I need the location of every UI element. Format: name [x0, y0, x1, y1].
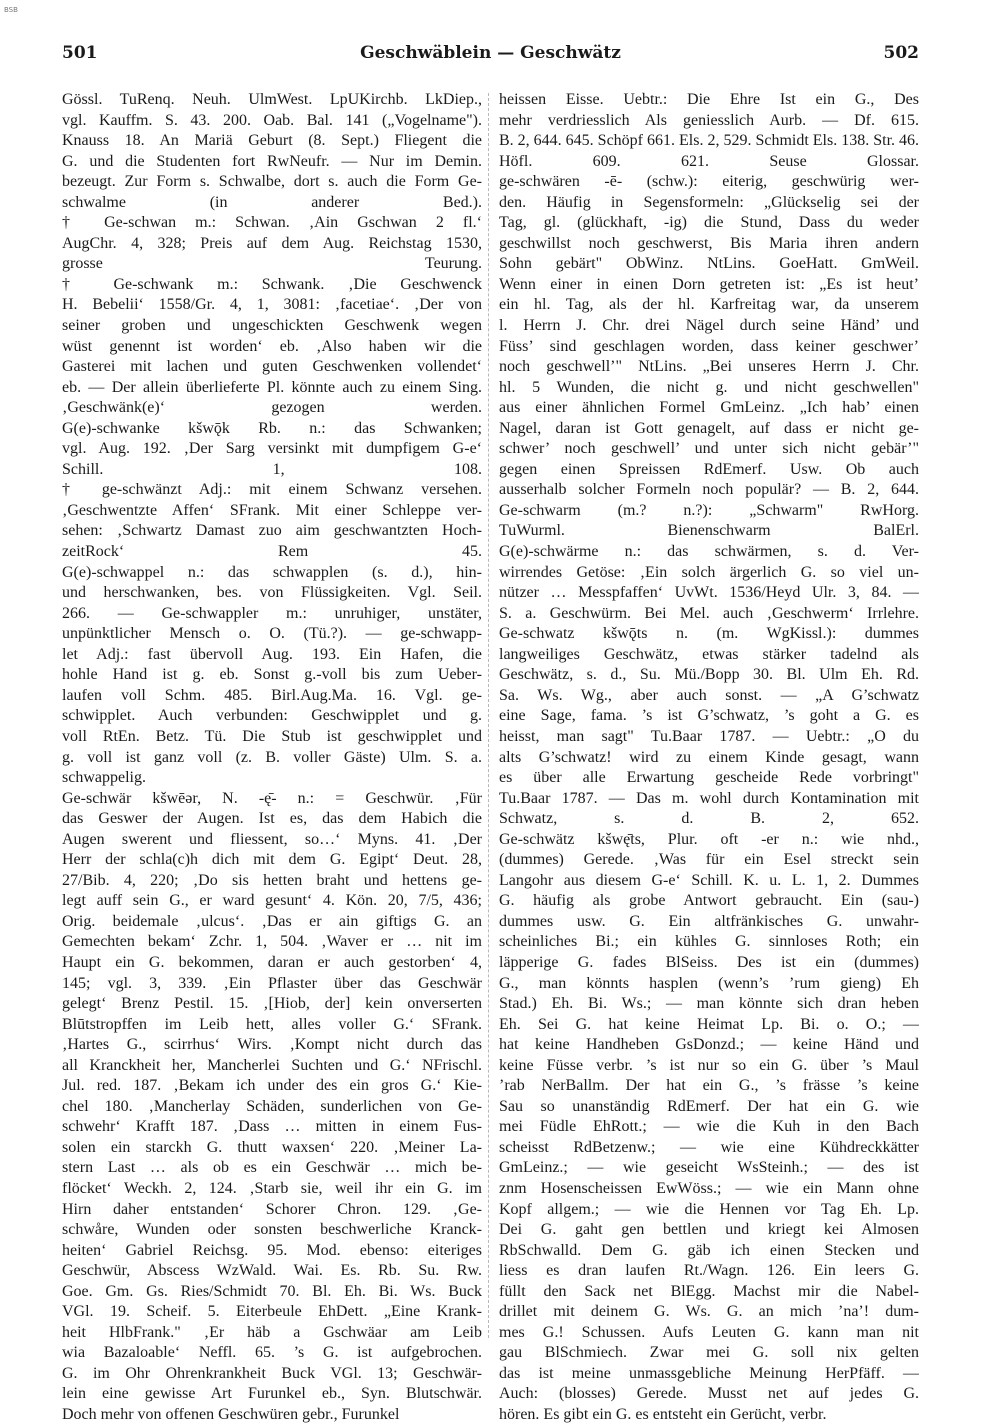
text-line: l. Herrn J. Chr. drei Nägel durch seine Händ’ und	[499, 317, 919, 335]
text-line: schwipplet. Auch verbunden: Geschwipplet und g.	[62, 707, 482, 725]
text-line: G. und die Studenten fort RwNeufr. — Nur im Demin.	[62, 152, 482, 170]
text-line: alts G’schwatz! wird zu einem Kinde gesagt, wann	[499, 748, 919, 766]
text-line: Dei G. gaht gen bettlen und kriegt kei Almosen	[499, 1221, 919, 1239]
text-line: AugChr. 4, 328; Preis auf dem Aug. Reichstag 1530,	[62, 234, 482, 252]
text-line: H. Bebelii‘ 1558/Gr. 4, 1, 3081: ‚facetiae‘. ‚Der von	[62, 296, 482, 314]
text-line: Füss’ sind geschlagen worden, dass keiner geschwer’	[499, 337, 919, 355]
text-line: Auch: (blosses) Gerede. Musst net auf jedes G.	[499, 1385, 919, 1403]
text-line: liess es dran laufen Rt./Wagn. 126. Ein leers G.	[499, 1262, 919, 1280]
text-line: eine Sage, fama. ’s ist G’schwatz, ’s goht a G. es	[499, 707, 919, 725]
text-line: vgl. Kauffm. S. 43. 200. Oab. Bal. 141 („Vogelname").	[62, 111, 482, 129]
text-line: scheinliches Bi.; ein kühles G. sinnloses Roth; ein	[499, 933, 919, 951]
right-column	[499, 90, 919, 1426]
text-line: eb. — Der allein überlieferte Pl. könnte auch zu einem Sing.	[62, 378, 482, 396]
text-line: sehen: ‚Schwartz Damast zuo aim geschwantzten Hoch-	[62, 522, 482, 540]
text-line: Langohr aus diesem G-e‘ Schill. K. u. L. 1, 2. Dummes	[499, 871, 919, 889]
text-line: zeitRock‘ Rem 45.	[62, 543, 482, 561]
text-line: G(e)-schwanke kšwǭk Rb. n.: das Schwanken;	[62, 419, 482, 437]
text-line: Schwatz, s. d. B. 2, 652.	[499, 810, 919, 828]
text-line: und herschwanken, bes. von Flüssigkeiten. Vgl. Seil.	[62, 584, 482, 602]
text-line: hl. 5 Wunden, die nicht g. und nicht geschwellen"	[499, 378, 919, 396]
text-line: vgl. Aug. 192. ‚Der Sarg versinkt mit dumpfigem G-e‘	[62, 440, 482, 458]
text-line: (dummes) Gerede. ‚Was für ein Esel streckt sein	[499, 851, 919, 869]
text-line: wia Bazaloable‘ Neffl. 65. ’s G. ist aufgebrochen.	[62, 1344, 482, 1362]
text-line: Stad.) Eh. Bi. Ws.; — man könnte sich dran heben	[499, 995, 919, 1013]
text-line: solen ein starckh G. thutt waxsen‘ 220. ‚Meiner La-	[62, 1138, 482, 1156]
text-line: schwalme (in anderer Bed.).	[62, 193, 482, 211]
text-line: g. voll ist ganz voll (z. B. voller Gäste) Ulm. S. a.	[62, 748, 482, 766]
text-line: lein eine gewisse Art Furunkel eb., Syn. Blutschwär.	[62, 1385, 482, 1403]
text-line: heissen Eisse. Uebtr.: Die Ehre Ist ein G., Des	[499, 91, 919, 108]
text-line: Sau so unanständig RdEmerf. Der hat ein G. wie	[499, 1097, 919, 1115]
page-number-right: 502	[883, 43, 919, 63]
text-line: gegen einen Spreissen RdEmerf. Usw. Ob auch	[499, 460, 919, 478]
text-line: geschwillst noch geschwerst, Bis Maria ihren andern	[499, 234, 919, 252]
text-line: voll RtEn. Betz. Tü. Die Stub ist geschwipplet und	[62, 727, 482, 745]
text-line: flöcket‘ Weckh. 2, 124. ‚Starb sie, weil ihr ein G. im	[62, 1179, 482, 1197]
library-stamp: BSB	[4, 6, 18, 14]
text-line: heiten‘ Gabriel Reichsg. 95. Mod. ebenso: eiteriges	[62, 1241, 482, 1259]
text-line: Tag, gl. (glückhaft, -ig) die Stund, Dass du weder	[499, 214, 919, 232]
text-line: den. Häufig in Segensformeln: „Glückselig sei der	[499, 193, 919, 211]
text-line: wüst genennt ist worden‘ eb. ‚Also haben wir die	[62, 337, 482, 355]
text-line: ‚Geschwänk(e)‘ gezogen werden.	[62, 399, 482, 417]
text-line: Ge-schwarm (m.? n.?): „Schwarm" RwHorg.	[499, 501, 919, 519]
text-line: G. im Ohr Ohrenkrankheit Buck VGl. 13; Geschwär-	[62, 1364, 482, 1382]
text-line: † Ge-schwank m.: Schwank. ‚Die Geschwenck	[62, 275, 482, 293]
text-line: VGl. 19. Scheif. 5. Eiterbeule EhDett. „Eine Krank-	[62, 1303, 482, 1321]
text-line: wirrendes Getöse: ‚Ein solch ärgerlich G. so viel un-	[499, 563, 919, 581]
text-line: unpünktlicher Mensch o. O. (Tü.?). — ge-schwapp-	[62, 625, 482, 643]
page-number-left: 501	[62, 43, 98, 63]
text-line: † Ge-schwan m.: Schwan. ‚Ain Gschwan 2 fl.‘	[62, 214, 482, 232]
text-line: schwer’ noch geschwell’ und unter sich nicht gebär’"	[499, 440, 919, 458]
text-line: Nagel, daran ist Gott genagelt, auf dass er nicht ge-	[499, 419, 919, 437]
text-line: legt auff sein G., er ward gesunt‘ 4. Kön. 20, 7/5, 436;	[62, 892, 482, 910]
text-line: hohle Hand ist g. eb. Sonst g.-voll bis zum Ueber-	[62, 666, 482, 684]
text-line: chel 180. ‚Mancherlay Schäden, sunderlichen von Ge-	[62, 1097, 482, 1115]
running-head: Geschwäblein — Geschwätz	[360, 43, 621, 63]
text-line: ausserhalb solcher Formeln noch populär? — B. 2, 644.	[499, 481, 919, 499]
text-line: mei Füdle EhRott.; — wie die Kuh in den Bach	[499, 1118, 919, 1136]
text-line: gau BlSchmiech. Zwar mei G. soll nix gelten	[499, 1344, 919, 1362]
text-line: Doch mehr von offenen Geschwüren gebr., Furunkel	[62, 1406, 400, 1423]
text-line: heit HlbFrank." ‚Er häb a Gschwäar am Leib	[62, 1323, 482, 1341]
text-line: ‚Geschwentzte Affen‘ SFrank. Mit einer Schleppe ver-	[62, 501, 482, 519]
text-line: let Adj.: fast übervoll Aug. 193. Ein Hafen, die	[62, 645, 482, 663]
column-divider	[488, 93, 489, 1338]
text-line: noch geschwell’" NtLins. „Bei unseres Herrn J. Chr.	[499, 358, 919, 376]
text-line: Ge-schwätz kšwę̄ts, Plur. oft -er n.: wie nhd.,	[499, 830, 919, 848]
text-line: dummes usw. G. Ein altfränkisches G. unwahr-	[499, 912, 919, 930]
text-line: all Kranckheit her, Mancherlei Suchten und G.‘ NFrischl.	[62, 1056, 482, 1074]
text-line: Wenn einer in einen Dorn getreten ist: „Es ist heut’	[499, 275, 919, 293]
text-line: Sa. Ws. Wg., aber auch sonst. — „A G’schwatz	[499, 686, 919, 704]
text-line: schwehr‘ Krafft 187. ‚Dass … mitten in einem Fus-	[62, 1118, 482, 1136]
text-line: stern Last … als ob es ein Geschwär … mich be-	[62, 1159, 482, 1177]
text-line: G., man könnts hasplen (wenn’s ’rum gieng) Eh	[499, 974, 919, 992]
text-line: Geschwür, Abscess WzWald. Wai. Es. Rb. Su. Rw.	[62, 1262, 482, 1280]
page-header	[62, 43, 919, 71]
text-line: GmLeinz.; — wie geseicht WsSteinh.; — des ist	[499, 1159, 919, 1177]
text-line: heisst, man sagt" Tu.Baar 1787. — Uebtr.: „O du	[499, 727, 919, 745]
text-line: Goe. Gm. Gs. Ries/Schmidt 70. Bl. Eh. Bi. Ws. Buck	[62, 1282, 482, 1300]
text-line: Gemechten bekam‘ Zchr. 1, 504. ‚Waver er … nit im	[62, 933, 482, 951]
text-line: Augen swerent und fliessent, so…‘ Myns. 41. ‚Der	[62, 830, 482, 848]
text-line: B. 2, 644. 645. Schöpf 661. Els. 2, 529. Schmidt Els. 138. Str. 46.	[499, 132, 919, 150]
text-line: das Geswer der Augen. Ist es, das dem Habich die	[62, 810, 482, 828]
text-line: † ge-schwänzt Adj.: mit einem Schwanz versehen.	[62, 481, 482, 499]
text-line: Geschwätz, s. d., Su. Mü./Bopp 30. Bl. Ulm Eh. Rd.	[499, 666, 919, 684]
text-line: ’rab NerBallm. Der hat ein G., ’s frässe ’s keine	[499, 1077, 919, 1095]
text-line: grosse Teurung.	[62, 255, 482, 273]
text-line: füllt den Sack net BlEgg. Machst mir die Nabel-	[499, 1282, 919, 1300]
text-line: aus einer ähnlichen Formel GmLeinz. „Ich hab’ einen	[499, 399, 919, 417]
text-line: es über alle Erwartung gescheide Rede vorbringt"	[499, 769, 919, 787]
text-line: drillet mit deinem G. Ws. G. an mich ’na’! dum-	[499, 1303, 919, 1321]
text-line: bezeugt. Zur Form s. Schwalbe, dort s. auch die Form Ge-	[62, 173, 482, 191]
text-line: scheisst RdBetzenw.; — wie eine Kühdreckkätter	[499, 1138, 919, 1156]
text-line: Kopf allgem.; — wie die Hennen vor Tag Eh. Lp.	[499, 1200, 919, 1218]
text-line: nützer … Messpfaffen‘ UvWt. 1536/Heyd Ulr. 3, 84. —	[499, 584, 919, 602]
text-line: langweiliges Geschwätz, etwas stärker tadelnd als	[499, 645, 919, 663]
text-line: hören. Es gibt ein G. es entsteht ein Gerücht, verbr.	[499, 1406, 827, 1423]
text-line: RbSchwalld. Dem G. gäb ich einen Stecken und	[499, 1241, 919, 1259]
text-line: seiner groben und ungeschickten Geschwenk wegen	[62, 317, 482, 335]
left-column	[62, 90, 482, 1426]
text-line: ein hl. Tag, als der hl. Karfreitag war, da unserem	[499, 296, 919, 314]
text-line: TuWurml. Bienenschwarm BalErl.	[499, 522, 919, 540]
text-line: schwappelig.	[62, 769, 146, 787]
text-line: schwåre, Wunden oder sonsten beschwerliche Kranck-	[62, 1221, 482, 1239]
text-line: 27/Bib. 4, 220; ‚Do sis hetten braht und hettens ge-	[62, 871, 482, 889]
text-line: gelegt‘ Brenz Pestil. 15. ‚[Hiob, der] kein onverserten	[62, 995, 482, 1013]
text-line: Sohn gebärt" ObWinz. NtLins. GoeHatt. GmWeil.	[499, 255, 919, 273]
text-line: Höfl. 609. 621. Seuse Glossar.	[499, 152, 919, 170]
text-line: ‚Hartes G., scirrhus‘ Wirs. ‚Kompt nicht durch das	[62, 1036, 482, 1054]
text-line: Tu.Baar 1787. — Das m. wohl durch Kontamination mit	[499, 789, 919, 807]
text-line: G. häufig als grobe Antwort gebraucht. Ein (sau-)	[499, 892, 919, 910]
text-line: mes G.! Schussen. Aufs Leuten G. kann man nit	[499, 1323, 919, 1341]
text-line: hat keine Handheben GsDonzd.; — keine Händ und	[499, 1036, 919, 1054]
text-line: ge-schwären -ē- (schw.): eiterig, geschwürig wer-	[499, 173, 919, 191]
text-line: Herr der schla(c)h dich mit dem G. Egipt‘ Deut. 28,	[62, 851, 482, 869]
text-line: das ist meine unmassgebliche Meinung HerPfäff. —	[499, 1364, 919, 1382]
text-line: 266. — Ge-schwappler m.: unruhiger, unstäter,	[62, 604, 482, 622]
text-line: Ge-schwär kšwēər, N. -ę̄- n.: = Geschwür. ‚Für	[62, 789, 482, 807]
text-line: laufen voll Schm. 485. Birl.Aug.Ma. 16. Vgl. ge-	[62, 686, 482, 704]
text-line: Knauss 18. An Mariä Geburt (8. Sept.) Fliegent die	[62, 132, 482, 150]
text-line: Eh. Sei G. hat keine Heimat Lp. Bi. o. O.; —	[499, 1015, 919, 1033]
text-line: Gasterei mit lachen und guten Geschwenken vollendet‘	[62, 358, 482, 376]
text-line: G(e)-schwärme n.: das schwärmen, s. d. Ver-	[499, 543, 919, 561]
text-line: Ge-schwatz kšwǭts n. (m. WgKissl.): dummes	[499, 625, 919, 643]
text-line: S. a. Geschwürm. Bei Mel. auch ‚Geschwerm‘ Irrlehre.	[499, 604, 919, 622]
text-line: Orig. beidemale ‚ulcus‘. ‚Das er ain giftigs G. an	[62, 912, 482, 930]
text-line: znm Hosenscheissen EwWöss.; — wie ein Mann ohne	[499, 1179, 919, 1197]
text-line: läpperige G. fades BlSeiss. Des ist ein (dummes)	[499, 953, 919, 971]
text-line: mehr verdriesslich Als geniesslich Aurb. — Df. 615.	[499, 111, 919, 129]
text-line: Blūtstropffen im Leib hett, alles voller G.‘ SFrank.	[62, 1015, 482, 1033]
text-line: keine Füsse verbr. ’s ist nur so ein G. über ’s Maul	[499, 1056, 919, 1074]
text-line: Haupt ein G. bekommen, daran er auch gestorben‘ 4,	[62, 953, 482, 971]
text-line: Gössl. TuRenq. Neuh. UlmWest. LpUKirchb. LkDiep.,	[62, 91, 482, 108]
text-line: Jul. red. 187. ‚Bekam ich under des ein gros G.‘ Kie-	[62, 1077, 482, 1095]
text-line: Schill. 1, 108.	[62, 460, 482, 478]
text-line: G(e)-schwappel n.: das schwapplen (s. d.), hin-	[62, 563, 482, 581]
text-line: 145; vgl. 3, 339. ‚Ein Pflaster über das Geschwär	[62, 974, 482, 992]
text-line: Hirn daher entstanden‘ Schorer Chron. 129. ‚Ge-	[62, 1200, 482, 1218]
